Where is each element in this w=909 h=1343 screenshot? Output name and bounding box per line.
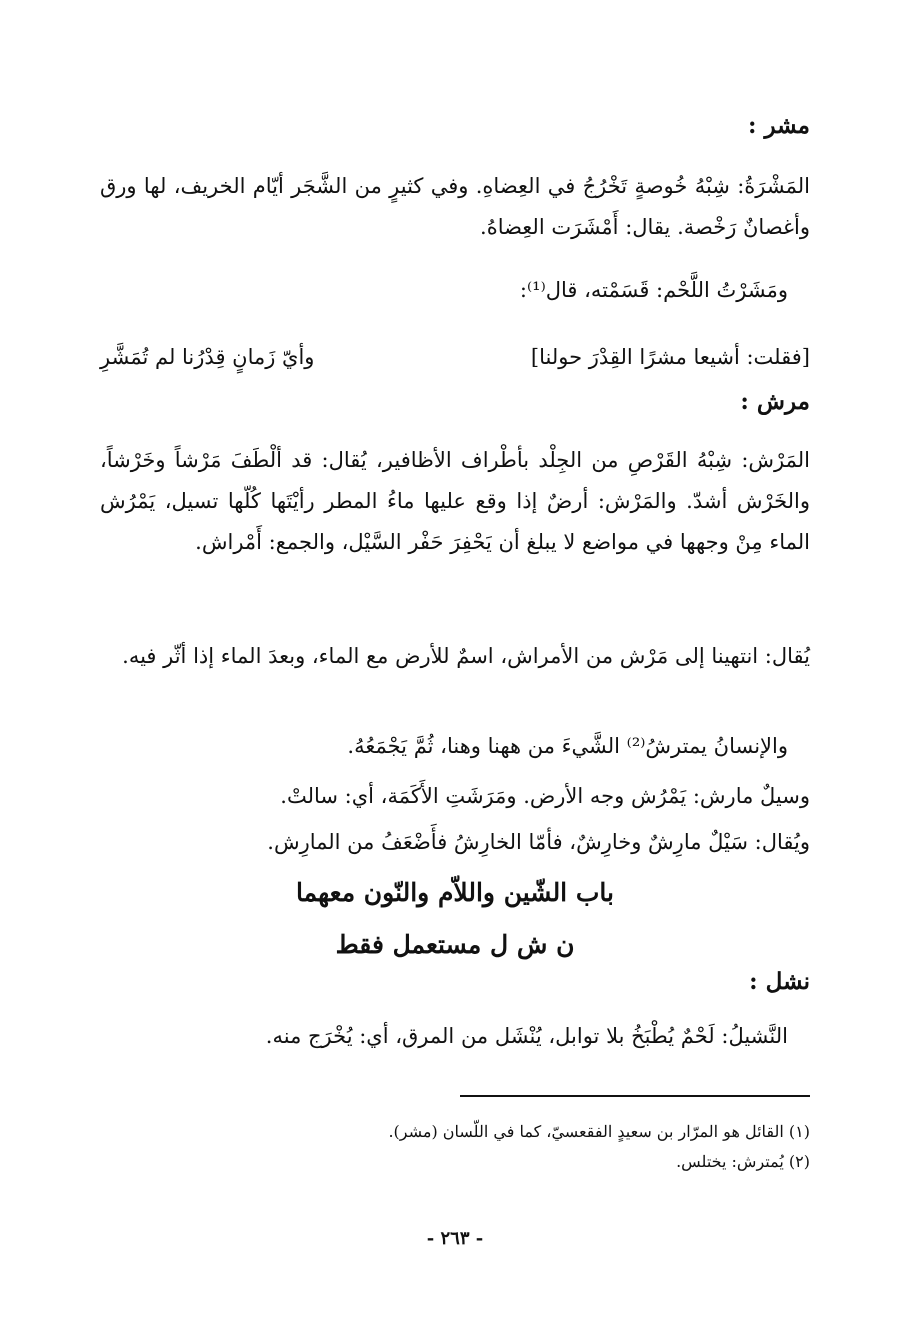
- page-number: - ٢٦٣ -: [426, 1228, 484, 1249]
- entry-heading-marash: مرش :: [740, 388, 810, 415]
- marash-paragraph-2: يُقال: انتهينا إلى مَرْش من الأمراش، اسمٌ للأرض مع الماء، وبعدَ الماء إذا أثّر فيه.: [122, 644, 810, 668]
- mashar-paragraph-1: المَشْرَةُ: شِبْهُ خُوصةٍ تَخْرُجُ في العِضاهِ. وفي كثيرٍ من الشَّجَر أيّام الخريف، لها ورق وأغصانٌ رَخْصة. يقال: أَمْشَرَت العِضاهُ.: [100, 174, 810, 239]
- entry-heading-nashal: نشل :: [749, 968, 810, 995]
- marash-paragraph-4: وسيلٌ مارش: يَمْرُش وجه الأرض. ومَرَشَتِ الأَكَمَة، أي: سالتْ.: [280, 784, 810, 808]
- chapter-title: باب الشّين واللاّم والنّون معهما: [296, 878, 614, 907]
- marash-paragraph-1: المَرْش: شِبْهُ القَرْصِ من الجِلْد بأطْراف الأظافير، يُقال: قد ألْطَفَ مَرْشاً وخَرْشاً، والخَرْش أشدّ. والمَرْش: أرضٌ إذا وقع عليها ماءُ المطر رأيْتَها كُلّها تسيل، يَمْرُش الماء مِنْ وجهها في مواضع لا يبلغ أن يَحْفِرَ حَفْر السَّيْل، والجمع: أَمْراش.: [100, 448, 810, 554]
- marash-paragraph-3: والإنسانُ يمترشُ⁽²⁾ الشَّيءَ من ههنا وهنا، ثُمَّ يَجْمَعُهُ.: [347, 734, 788, 758]
- nashal-paragraph-1: النَّشيلُ: لَحْمٌ يُطْبَخُ بلا توابل، يُنْشَل من المرق، أي: يُخْرَج منه.: [265, 1024, 788, 1048]
- marash-paragraph-5: ويُقال: سَيْلٌ مارِشٌ وخارِشٌ، فأمّا الخارِشُ فأَضْعَفُ من المارِش.: [267, 830, 810, 854]
- footnote-2: (٢) يُمترش: يختلس.: [676, 1152, 810, 1171]
- footnote-divider: [460, 1095, 810, 1097]
- chapter-subtitle: ن ش ل مستعمل فقط: [335, 930, 575, 959]
- entry-heading-mashar: مشر :: [747, 112, 810, 139]
- verse-second-hemistich: وأيّ زَمانٍ قِدْرُنا لم تُمَشَّرِ: [100, 345, 315, 369]
- verse-first-hemistich: [فقلت: أشيعا مشرًا القِدْرَ حولنا]: [530, 345, 810, 369]
- mashar-paragraph-2: ومَشَرْتُ اللَّحْم: قَسَمْته، قال⁽¹⁾:: [519, 278, 788, 302]
- poetry-verse: [100, 345, 810, 369]
- footnote-1: (١) القائل هو المرّار بن سعيدٍ الفقعسيّ، كما في اللّسان (مشر).: [388, 1122, 810, 1141]
